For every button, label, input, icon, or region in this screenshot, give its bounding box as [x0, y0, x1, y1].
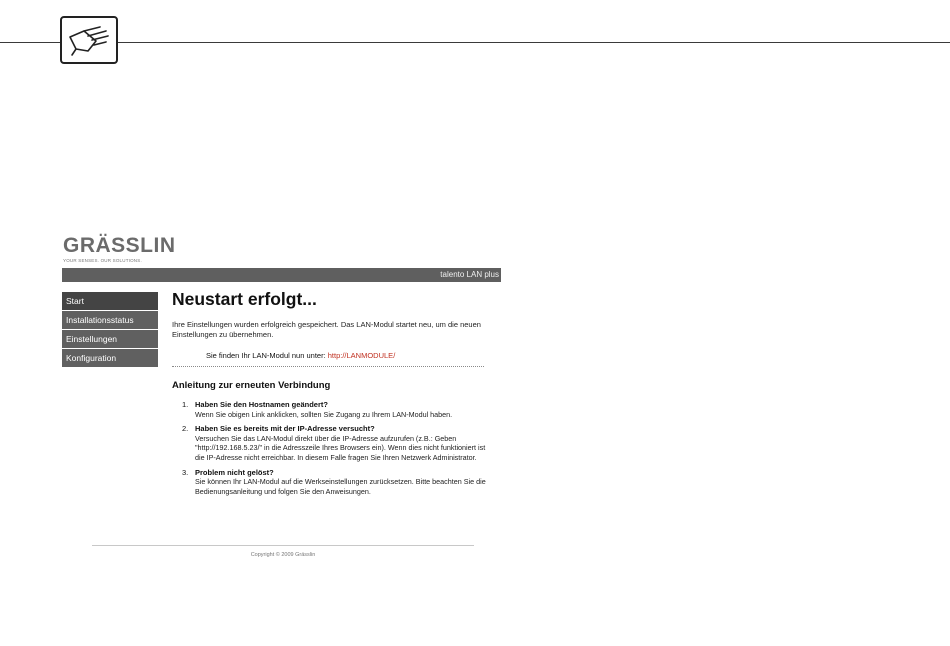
step-body: Sie können Ihr LAN-Modul auf die Werkseinstellungen zurücksetzen. Bitte beachten Sie die Bedienungsanleitung und folgen Sie den Anweisungen.: [195, 477, 486, 496]
sidebar-nav: [62, 292, 158, 368]
list-item: [182, 400, 492, 419]
hand-icon-box: [60, 16, 118, 64]
step-number: 3.: [182, 467, 189, 477]
nav-item-start[interactable]: Start: [62, 292, 158, 310]
find-prefix: Sie finden Ihr LAN-Modul nun unter:: [206, 351, 326, 360]
product-banner: [62, 268, 501, 282]
step-body: Versuchen Sie das LAN-Modul direkt über die IP-Adresse aufzurufen (z.B.: Geben "http://192.168.5.23/" in die Adresszeile Ihres Browsers ein). Wenn dies nicht funktioniert ist die IP-Adresse nicht erreichbar. In diesem Falle fragen Sie Ihren Netzwerk Administrator.: [195, 433, 486, 462]
lanmodule-link[interactable]: http://LANMODULE/: [327, 351, 396, 360]
intro-text: Ihre Einstellungen wurden erfolgreich gespeichert. Das LAN-Modul startet neu, um die neuen Einstellungen zu übernehmen.: [172, 320, 481, 339]
nav-item-konfiguration[interactable]: Konfiguration: [62, 349, 158, 367]
dotted-divider: [172, 366, 484, 367]
section-title: Anleitung zur erneuten Verbindung: [172, 380, 331, 391]
list-item: [182, 424, 492, 462]
step-heading: Problem nicht gelöst?: [195, 467, 274, 477]
list-item: [182, 468, 492, 497]
steps-list: [182, 400, 492, 501]
brand-name: GRÄSSLIN: [63, 234, 176, 257]
main-content: [172, 288, 490, 391]
nav-item-einstellungen[interactable]: Einstellungen: [62, 330, 158, 348]
step-number: 2.: [182, 424, 189, 434]
product-name: talento LAN plus: [440, 270, 499, 279]
step-number: 1.: [182, 400, 189, 409]
step-heading: Haben Sie es bereits mit der IP-Adresse versucht?: [195, 424, 375, 434]
nav-item-installationsstatus[interactable]: Installationsstatus: [62, 311, 158, 329]
footer-divider: [92, 545, 474, 546]
copyright-text: Copyright © 2009 Grässlin: [250, 552, 316, 558]
brand-logo: [63, 236, 176, 263]
pointing-hand-icon: [66, 21, 114, 61]
brand-tagline: YOUR SENSES. OUR SOLUTIONS.: [63, 258, 142, 263]
header-rule: [0, 42, 950, 43]
step-heading: Haben Sie den Hostnamen geändert?: [195, 400, 328, 409]
find-line: [172, 351, 490, 360]
step-body: Wenn Sie obigen Link anklicken, sollten Sie Zugang zu Ihrem LAN-Modul haben.: [195, 409, 453, 419]
page-title: Neustart erfolgt...: [172, 289, 317, 309]
